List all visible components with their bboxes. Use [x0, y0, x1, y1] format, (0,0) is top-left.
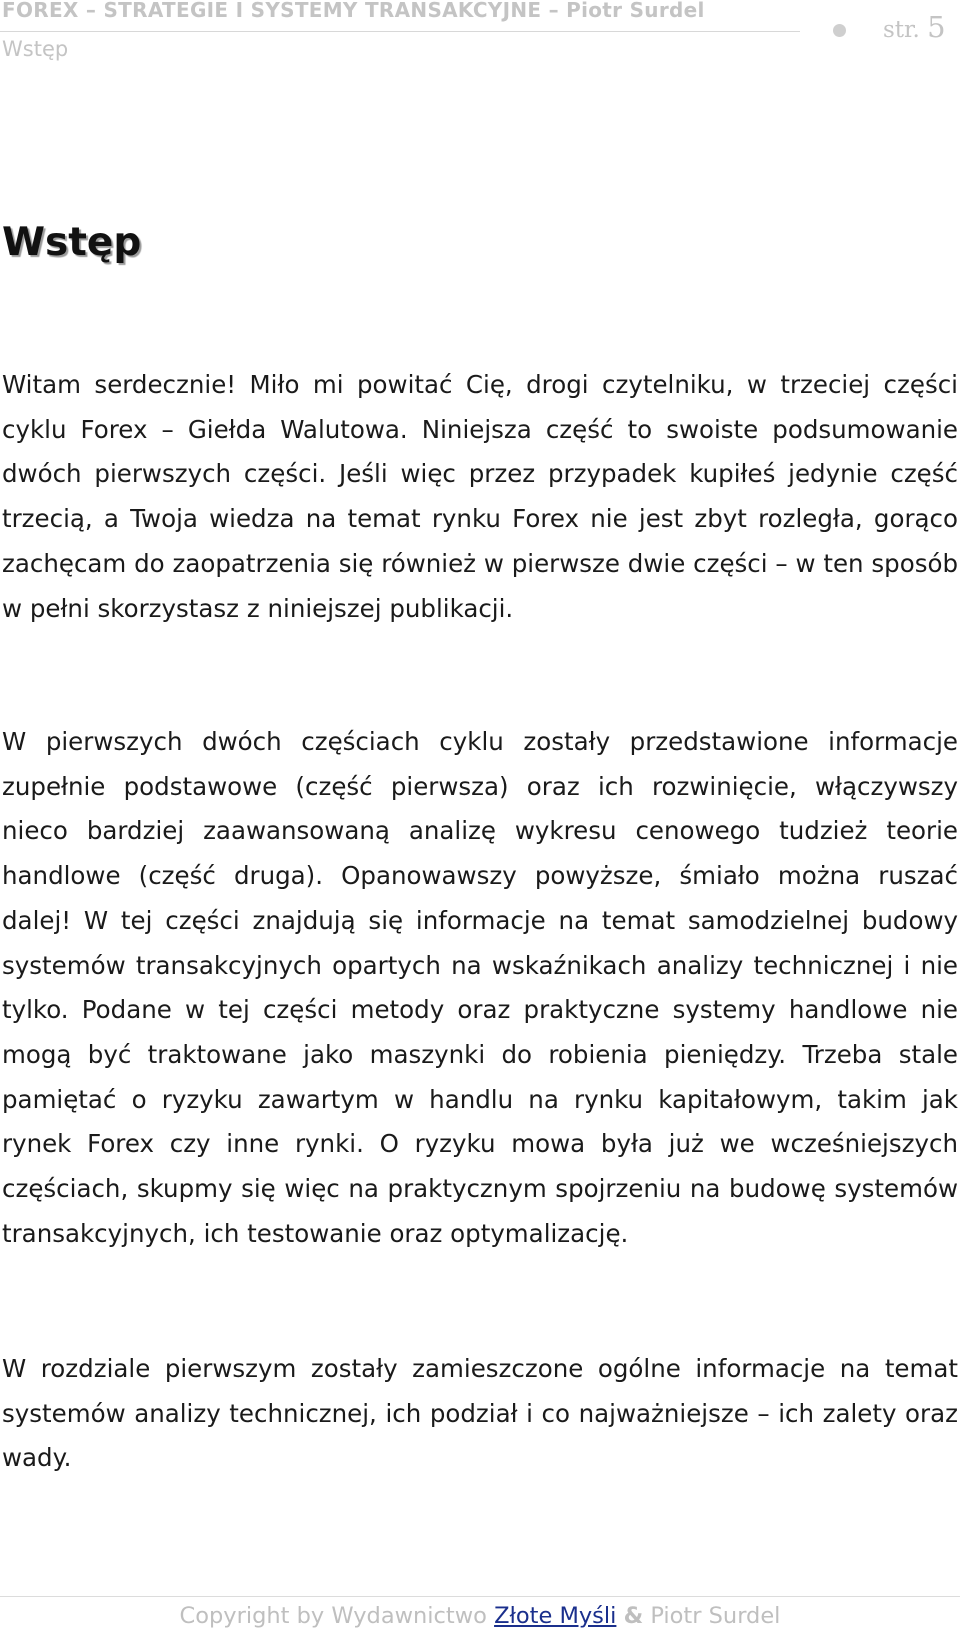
paragraph-intro: Witam serdecznie! Miło mi powitać Cię, drogi czytelniku, w trzeciej części cyklu Forex – Giełda Walutowa. Niniejsza część to swoiste podsumowanie dwóch pierwszych części. Jeśli więc przez przypadek kupiłeś jedynie część trzecią, a Twoja wiedza na temat rynku Forex nie jest zbyt rozległa, gorąco zachęcam do zaopatrzenia się również w pierwsze dwie części – w ten sposób w pełni skorzystasz z niniejszej publikacji. — [2, 370, 958, 623]
page-number-label — [883, 10, 946, 44]
page-header — [0, 0, 960, 70]
publisher-link[interactable]: Złote Myśli — [494, 1603, 617, 1629]
paragraph-chapter-one: W rozdziale pierwszym zostały zamieszczone ogólne informacje na temat systemów analizy technicznej, ich podział i co najważniejsze – ich zalety oraz wady. — [2, 1354, 958, 1473]
page-prefix: str. — [883, 17, 928, 43]
page-number: 5 — [927, 10, 946, 44]
paragraph-overview: W pierwszych dwóch częściach cyklu zostały przedstawione informacje zupełnie podstawowe (część pierwsza) oraz ich rozwinięcie, włączywszy nieco bardziej zaawansowaną analizę wykresu cenowego tudzież teorie handlowe (część druga). Opanowawszy powyższe, śmiało można ruszać dalej! W tej części znajdują się informacje na temat samodzielnej budowy systemów transakcyjnych opartych na wskaźnikach analizy technicznej i nie tylko. Podane w tej części metody oraz praktyczne systemy handlowe nie mogą być traktowane jako maszynki do robienia pieniędzy. Trzeba stale pamiętać o ryzyku zawartym w handlu na rynku kapitałowym, takim jak rynek Forex czy inne rynki. O ryzyku mowa była już we wcześniejszych częściach, skupmy się więc na praktycznym spojrzeniu na budowę systemów transakcyjnych, ich testowanie oraz optymalizację. — [2, 727, 958, 1248]
footer-copyright: Copyright by Wydawnictwo — [179, 1603, 495, 1629]
header-section-name: Wstęp — [2, 37, 69, 61]
chapter-title: Wstęp — [2, 220, 142, 265]
footer-author: Piotr Surdel — [643, 1603, 781, 1629]
footer-ampersand: & — [623, 1603, 644, 1629]
bullet-icon — [833, 24, 846, 37]
header-book-title: FOREX – STRATEGIE I SYSTEMY TRANSAKCYJNE – Piotr Surdel — [2, 0, 705, 22]
header-divider — [0, 31, 800, 32]
footer-divider — [0, 1596, 960, 1597]
page-footer — [0, 1603, 960, 1629]
